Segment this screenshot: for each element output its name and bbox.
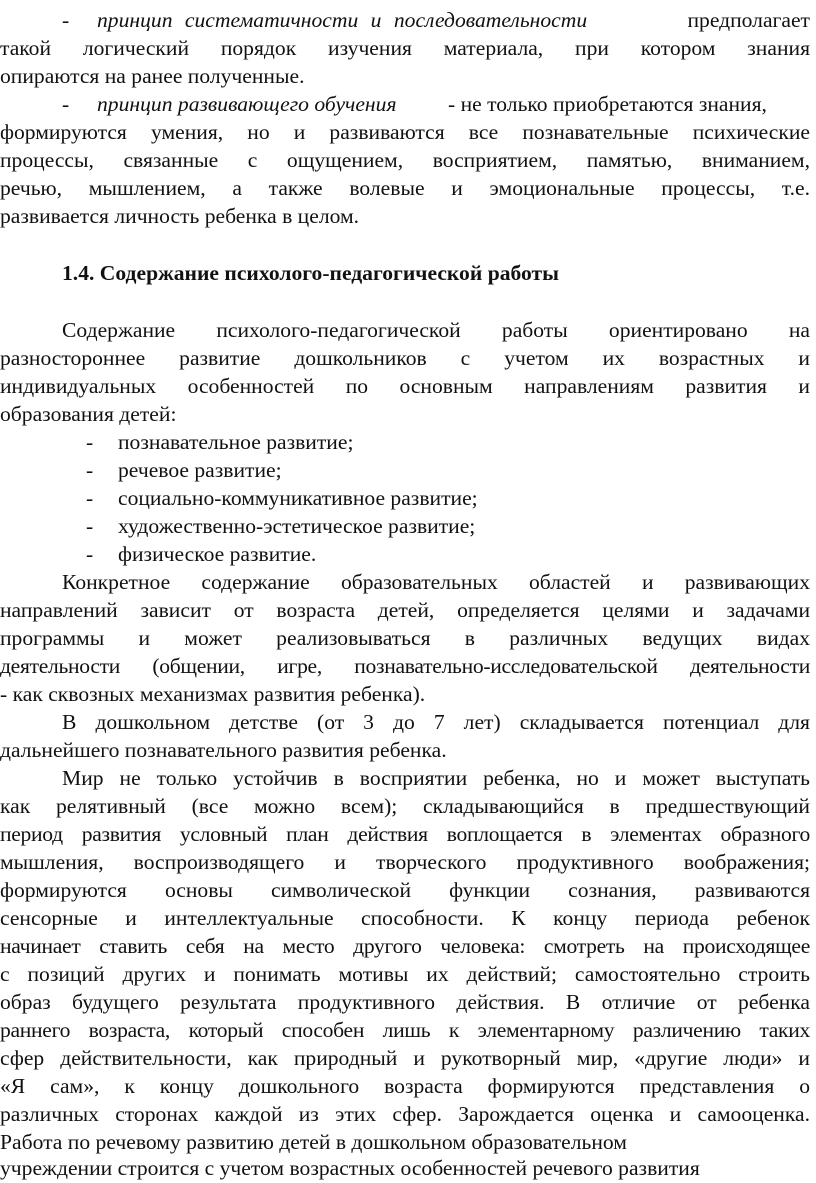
list-item [86, 428, 354, 457]
list-item [86, 484, 478, 513]
text-line: «Я сам», к концу дошкольного возраста формируются представления о [0, 1074, 810, 1098]
text-line: Конкретное содержание образовательных областей и развивающих [62, 570, 810, 594]
list-marker: - [86, 542, 94, 566]
dash-marker: - [62, 8, 70, 32]
list-item-text: познавательное развитие; [118, 430, 354, 454]
text-line: период развития условный план действия воплощается в элементах образного [0, 822, 810, 846]
text-line: такой логический порядок изучения материала, при котором знания [0, 36, 810, 60]
text-line: с позиций других и понимать мотивы их действий; самостоятельно строить [0, 962, 810, 986]
text-line: сенсорные и интеллектуальные способности. К концу периода ребенок [0, 906, 810, 930]
list-item [86, 512, 476, 541]
text-line: образ будущего результата продуктивного действия. В отличие от ребенка [0, 990, 810, 1014]
list-item-text: речевое развитие; [118, 458, 282, 482]
list-marker: - [86, 486, 94, 510]
text-line: программы и может реализовываться в различных ведущих видах [0, 626, 810, 650]
text-line: Содержание психолого-педагогической работы ориентировано на [62, 318, 810, 342]
text-line: формируются умения, но и развиваются все познавательные психические [0, 120, 810, 144]
text-line: развивается личность ребенка в целом. [0, 204, 360, 228]
text-line: В дошкольном детстве (от 3 до 7 лет) складывается потенциал для [62, 710, 810, 734]
text-line: мышления, воспроизводящего и творческого продуктивного воображения; [0, 850, 810, 874]
text-line: раннего возраста, который способен лишь к элементарному различению таких [0, 1018, 810, 1042]
dash-marker: - [62, 92, 70, 116]
list-item [86, 456, 282, 485]
list-item-text: физическое развитие. [118, 542, 317, 566]
text-line: сфер действительности, как природный и рукотворный мир, «другие люди» и [0, 1046, 810, 1070]
text-line: формируются основы символической функции сознания, развиваются [0, 878, 810, 902]
text-line: как релятивный (все можно всем); складывающийся в предшествующий [0, 794, 810, 818]
list-marker: - [86, 430, 94, 454]
principle-text: предполагает [687, 8, 810, 32]
text-line: Мир не только устойчив в восприятии ребенка, но и может выступать [62, 766, 810, 790]
section-heading: 1.4. Содержание психолого-педагогической работы [62, 261, 559, 285]
text-line: образования детей: [0, 402, 177, 426]
text-line: разностороннее развитие дошкольников с учетом их возрастных и [0, 346, 810, 370]
text-line: речью, мышлением, а также волевые и эмоциональные процессы, т.е. [0, 176, 810, 200]
text-line: дальнейшего познавательного развития ребенка. [0, 738, 447, 762]
text-line: учреждении строится с учетом возрастных особенностей речевого развития [0, 1156, 700, 1180]
text-line: индивидуальных особенностей по основным направлениям развития и [0, 374, 810, 398]
text-line: деятельности (общении, игре, познавательно-исследовательской деятельности [0, 654, 810, 678]
list-marker: - [86, 514, 94, 538]
principle-term-developmental: принцип развивающего обучения [97, 92, 397, 116]
list-item-text: социально-коммуникативное развитие; [118, 486, 478, 510]
principle-term-systematicity: принцип систематичности и последовательности [97, 8, 588, 32]
list-item [86, 540, 317, 569]
list-item-text: художественно-эстетическое развитие; [118, 514, 476, 538]
text-line: опираются на ранее полученные. [0, 64, 305, 88]
list-marker: - [86, 458, 94, 482]
text-line: процессы, связанные с ощущением, восприятием, памятью, вниманием, [0, 148, 810, 172]
text-line: Работа по речевому развитию детей в дошкольном образовательном [0, 1130, 627, 1154]
text-line: начинает ставить себя на место другого человека: смотреть на происходящее [0, 934, 810, 958]
principle-text: - не только приобретаются знания, [448, 92, 767, 116]
text-line: различных сторонах каждой из этих сфер. Зарождается оценка и самооценка. [0, 1102, 810, 1126]
text-line: направлений зависит от возраста детей, определяется целями и задачами [0, 598, 810, 622]
text-line: - как сквозных механизмах развития ребенка). [0, 682, 426, 706]
